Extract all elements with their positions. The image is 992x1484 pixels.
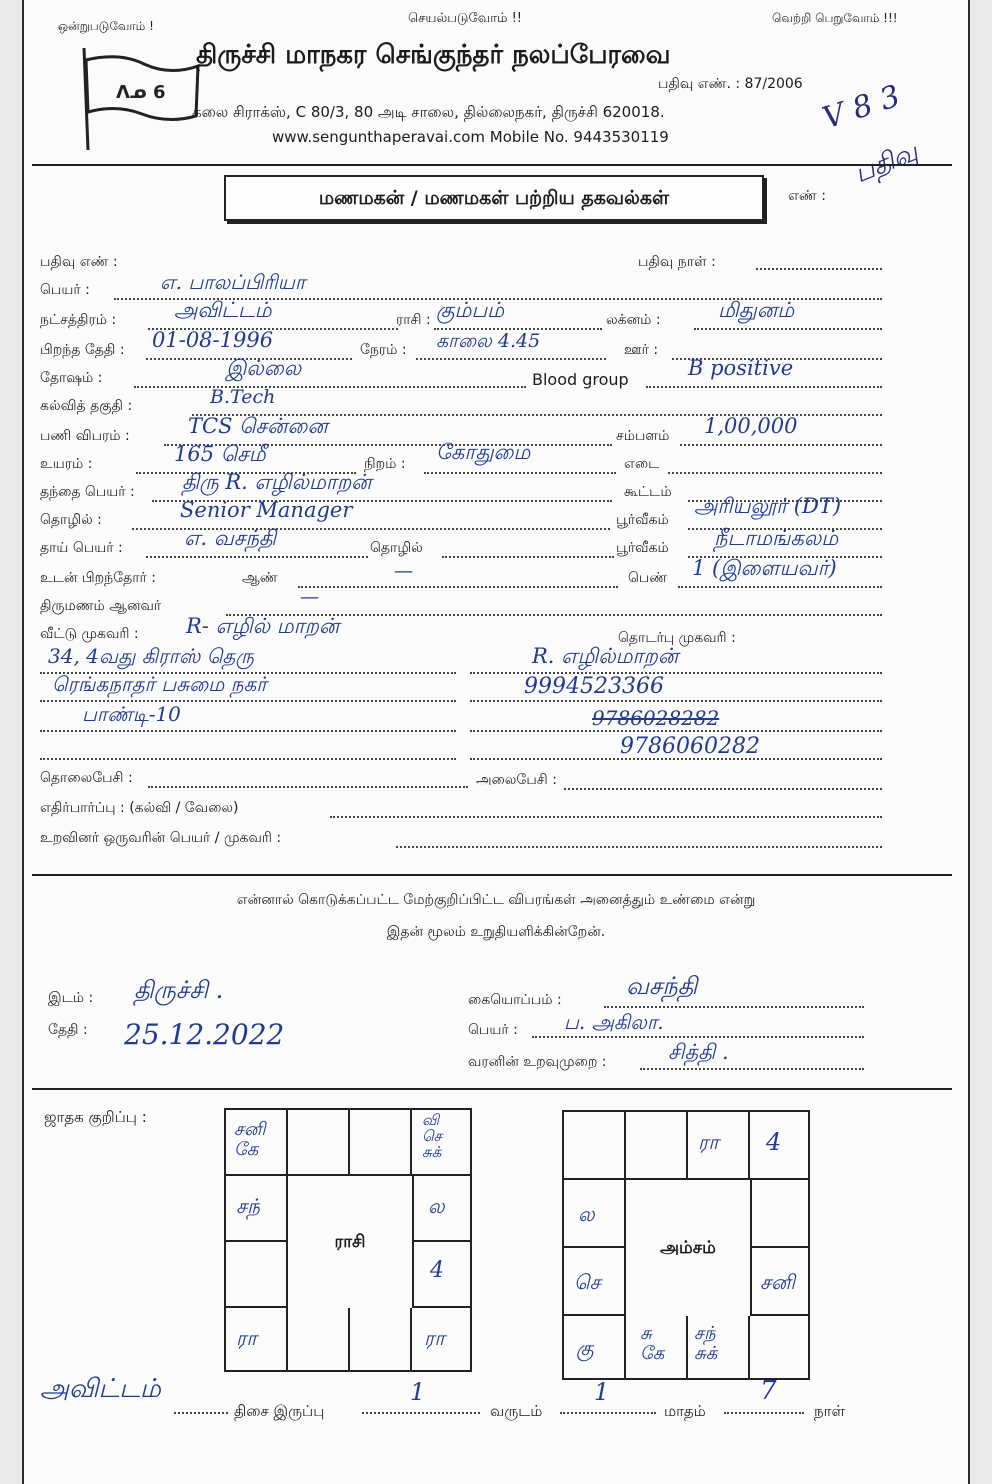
- reg-no-label: பதிவு எண் :: [40, 254, 118, 270]
- home-address-line-3: ரெங்கநாதர் பசுமை நகர்: [52, 672, 267, 696]
- dasa-months-value: 1: [594, 1378, 610, 1406]
- form-title: மணமகன் / மணமகள் பற்றிய தகவல்கள்: [318, 187, 670, 209]
- amsam-house-11: செ: [564, 1248, 626, 1316]
- mother-label: தாய் பெயர் :: [40, 540, 123, 556]
- time-label: நேரம் :: [360, 342, 407, 358]
- rasi-house-9: [288, 1308, 350, 1370]
- married-label: திருமணம் ஆனவர்: [40, 598, 162, 614]
- female-label: பெண்: [628, 570, 668, 586]
- rasi-center: [288, 1176, 412, 1308]
- home-address-line-1: R- எழில் மாறன்: [186, 614, 340, 638]
- amsam-center: [626, 1180, 750, 1316]
- rasi-house-12: சந்: [226, 1176, 288, 1242]
- mother-occ-label: தொழில்: [370, 540, 423, 556]
- rasi-house-10: ரா: [226, 1308, 288, 1370]
- org-name: திருச்சி மாநகர செங்குந்தர் நலப்பேரவை: [196, 40, 671, 70]
- org-address: கலை சிராக்ஸ், C 80/3, 80 அடி சாலை, தில்லைநகர், திருச்சி 620018.: [192, 103, 665, 121]
- dasa-label: திசை இருப்பு: [234, 1402, 325, 1420]
- sign-name-value: ப. அகிலா.: [564, 1010, 664, 1034]
- rasi-house-8: [350, 1308, 412, 1370]
- male-label: ஆண்: [242, 570, 278, 586]
- amsam-house-4: 4: [750, 1112, 808, 1180]
- dosham-label: தோஷம் :: [40, 370, 103, 386]
- star-value: அவிட்டம்: [174, 298, 272, 322]
- horoscope-label: ஜாதக குறிப்பு :: [44, 1108, 147, 1126]
- father-value: திரு R. எழில்மாறன்: [182, 470, 372, 494]
- form-title-box: [224, 175, 764, 221]
- male-count-value: —: [394, 560, 413, 582]
- amsam-title: அம்சம்: [660, 1238, 716, 1258]
- amsam-house-9: சு கே: [626, 1316, 688, 1378]
- poorvigam2-label: பூர்வீகம்: [616, 540, 669, 556]
- blood-label: Blood group: [532, 370, 629, 389]
- poorvigam-label: பூர்வீகம்: [616, 512, 669, 528]
- relation-value: சித்தி .: [668, 1040, 729, 1064]
- rasi-house-4: வி செ சுக்: [412, 1110, 470, 1176]
- rasi-label: ராசி :: [396, 312, 431, 328]
- kootam-label: கூட்டம்: [624, 484, 672, 500]
- name-value: எ. பாலப்பிரியா: [160, 270, 306, 294]
- job-label: பணி விபரம் :: [40, 428, 130, 444]
- lagnam-label: லக்னம் :: [606, 312, 661, 328]
- amsam-house-5: [750, 1180, 808, 1248]
- complexion-label: நிறம் :: [364, 456, 406, 472]
- slogan-left: ஒன்றுபடுவோம் !: [58, 19, 154, 33]
- place-label: ஊர் :: [624, 342, 659, 358]
- slogan-mid: செயல்படுவோம் !!: [408, 11, 523, 26]
- siblings-label: உடன் பிறந்தோர் :: [40, 570, 157, 586]
- poorvigam-value: அரியலூர் (DT): [694, 494, 842, 518]
- education-label: கல்வித் தகுதி :: [40, 398, 133, 414]
- rasi-value: கும்பம்: [436, 298, 504, 322]
- job-value: TCS சென்னை: [188, 414, 328, 438]
- rasi-chart: [224, 1108, 472, 1372]
- amsam-chart: [562, 1110, 810, 1380]
- star-label: நட்சத்திரம் :: [40, 312, 117, 328]
- header-divider: [32, 164, 952, 166]
- reg-number: பதிவு எண். : 87/2006: [658, 76, 803, 92]
- home-address-line-4: பாண்டி-10: [82, 702, 181, 726]
- amsam-house-2: [626, 1112, 688, 1180]
- contact-line-2: 9994523366: [524, 674, 664, 699]
- scribble-number: V 8 3: [818, 78, 905, 137]
- time-value: காலை 4.45: [436, 330, 541, 352]
- amsam-house-1: [564, 1112, 626, 1180]
- sign-place-value: திருச்சி .: [134, 976, 224, 1004]
- married-value: —: [300, 586, 319, 608]
- amsam-house-10: கு: [564, 1316, 626, 1378]
- signature-label: கையொப்பம் :: [468, 992, 562, 1008]
- dob-value: 01-08-1996: [152, 328, 274, 352]
- contact-address-label: தொடர்பு முகவரி :: [618, 630, 736, 646]
- female-count-value: 1 (இளையவர்): [692, 556, 837, 580]
- home-address-line-2: 34, 4வது கிராஸ் தெரு: [48, 644, 254, 668]
- rasi-house-6: 4: [412, 1242, 470, 1308]
- dasa-years-value: 1: [410, 1378, 426, 1406]
- slogan-right: வெற்றி பெறுவோம் !!!: [772, 11, 898, 25]
- mid-divider: [32, 874, 952, 876]
- flag-logo-icon: [70, 42, 210, 154]
- declaration-line-2: இதன் மூலம் உறுதியளிக்கின்றேன்.: [386, 924, 606, 940]
- signature-value: வசந்தி: [626, 972, 698, 1000]
- rasi-house-7: ரா: [424, 1326, 445, 1350]
- amsam-house-3: ரா: [688, 1112, 750, 1180]
- father-label: தந்தை பெயர் :: [40, 484, 135, 500]
- rasi-title: ராசி: [334, 1232, 366, 1252]
- months-label: மாதம்: [664, 1402, 706, 1420]
- amsam-house-6: சனி: [750, 1248, 808, 1316]
- height-label: உயரம் :: [40, 456, 93, 472]
- amsam-house-12: ல: [564, 1180, 626, 1248]
- form-sheet: [22, 0, 970, 1484]
- amsam-house-7: [750, 1316, 808, 1378]
- dasa-planet: அவிட்டம்: [40, 1374, 161, 1404]
- blood-value: B positive: [688, 356, 794, 380]
- reg-date-label: பதிவு நாள் :: [638, 254, 716, 270]
- mother-value: எ. வசந்தி: [184, 526, 277, 550]
- education-value: B.Tech: [210, 386, 276, 408]
- dob-label: பிறந்த தேதி :: [40, 342, 125, 358]
- contact-line-3: 9786028282: [592, 706, 720, 730]
- rasi-house-3: [350, 1110, 412, 1176]
- weight-label: எடை: [624, 456, 660, 472]
- occupation-label: தொழில் :: [40, 512, 102, 528]
- declaration-line-1: என்னால் கொடுக்கப்பட்ட மேற்குறிப்பிட்ட விபரங்கள் அனைத்தும் உண்மை என்று: [236, 892, 756, 908]
- landline-label: தொலைபேசி :: [40, 770, 133, 786]
- contact-line-4: 9786060282: [620, 734, 760, 759]
- svg-text:ᐱᓄ 6: ᐱᓄ 6: [116, 82, 166, 103]
- dosham-value: இல்லை: [226, 356, 302, 380]
- sign-place-label: இடம் :: [48, 990, 94, 1006]
- days-label: நாள்: [814, 1402, 845, 1420]
- web-mobile: www.sengunthaperavai.com Mobile No. 9443530119: [272, 128, 669, 146]
- complexion-value: கோதுமை: [436, 440, 531, 464]
- height-value: 165 செமீ: [174, 442, 266, 466]
- lagnam-value: மிதுனம்: [718, 298, 795, 322]
- sign-name-label: பெயர் :: [468, 1022, 518, 1038]
- rasi-house-11: [226, 1242, 288, 1308]
- mobile-label: அலைபேசி :: [476, 772, 557, 788]
- sign-date-value: 25.12.2022: [124, 1018, 285, 1051]
- home-address-label: வீட்டு முகவரி :: [40, 626, 139, 642]
- bottom-divider: [32, 1088, 952, 1090]
- rasi-house-2: [288, 1110, 350, 1176]
- rasi-house-5: ல: [412, 1176, 470, 1242]
- salary-value: 1,00,000: [704, 414, 798, 438]
- name-label: பெயர் :: [40, 282, 90, 298]
- number-label: எண் :: [788, 188, 826, 204]
- sign-date-label: தேதி :: [48, 1022, 88, 1038]
- scribble-mark: பதிவு: [850, 136, 923, 190]
- salary-label: சம்பளம்: [616, 428, 670, 444]
- contact-line-1: R. எழில்மாறன்: [532, 644, 679, 668]
- occupation-value: Senior Manager: [180, 498, 353, 522]
- years-label: வருடம்: [490, 1402, 543, 1420]
- poorvigam2-value: நீடாமங்கலம்: [714, 526, 839, 550]
- dasa-days-value: 7: [760, 1376, 777, 1406]
- relation-label: வரனின் உறவுமுறை :: [468, 1054, 607, 1070]
- expectation-label: எதிர்பார்ப்பு : (கல்வி / வேலை): [40, 800, 239, 816]
- rasi-house-1: சனி கே: [226, 1110, 288, 1176]
- amsam-house-8: சந் சுக்: [688, 1316, 750, 1378]
- relative-label: உறவினர் ஒருவரின் பெயர் / முகவரி :: [40, 830, 282, 846]
